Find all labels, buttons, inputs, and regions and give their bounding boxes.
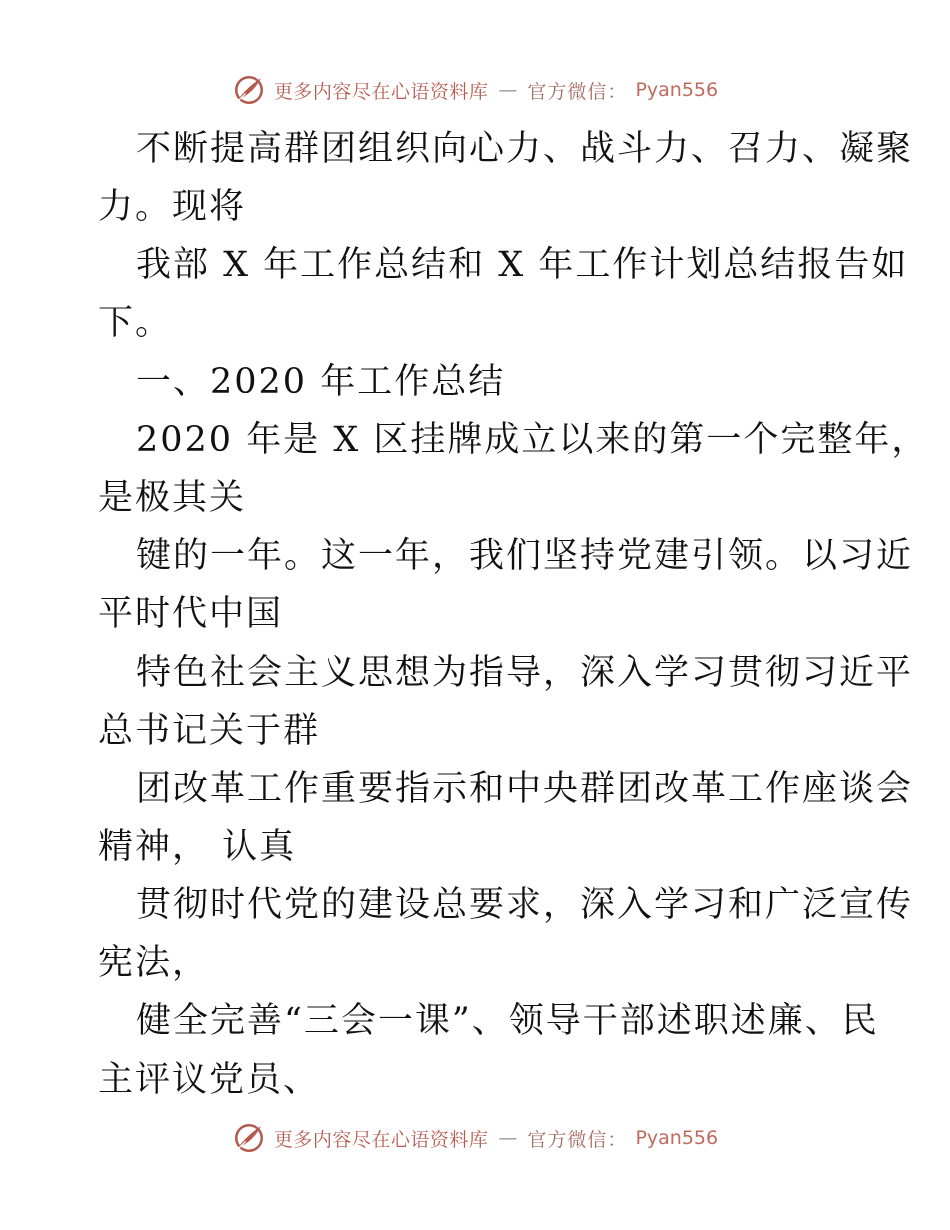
paragraph-line: 特色社会主义思想为指导，深入学习贯彻习近平 (136, 653, 914, 693)
watermark-tail-text: 官方微信： (527, 1128, 628, 1151)
watermark-main-text: 更多内容尽在心语资料库 (273, 80, 489, 103)
paragraph-line: 键的一年。这一年，我们坚持党建引领。以习近 (136, 536, 914, 576)
quill-pen-logo-icon (232, 73, 266, 107)
document-body (0, 120, 950, 1110)
paragraph-line: 平时代中国 (98, 594, 284, 634)
watermark-account: Pyan556 (635, 1127, 719, 1149)
paragraph-line: 是极其关 (98, 478, 247, 518)
paragraph-line: 宪法， (98, 943, 210, 983)
paragraph-line: 下。 (98, 303, 173, 343)
watermark-tail-text: 官方微信： (527, 80, 628, 103)
header-watermark (0, 70, 950, 110)
paragraph-line: 健全完善“三会一课”、领导干部述职述廉、民 (136, 1001, 879, 1041)
paragraph-line: 贯彻时代党的建设总要求，深入学习和广泛宣传 (136, 885, 914, 925)
watermark-separator: — (498, 79, 518, 101)
quill-pen-logo-icon (232, 1121, 266, 1155)
footer-watermark (0, 1118, 950, 1158)
paragraph-line: 团改革工作重要指示和中央群团改革工作座谈会 (136, 769, 914, 809)
paragraph-line: 精神， 认真 (98, 827, 297, 867)
paragraph-line: 我部 X 年工作总结和 X 年工作计划总结报告如 (136, 245, 909, 285)
paragraph-line: 不断提高群团组织向心力、战斗力、召力、凝聚 (136, 129, 914, 169)
paragraph-line: 总书记关于群 (98, 711, 321, 751)
watermark-separator: — (498, 1127, 518, 1149)
paragraph-line: 2020 年是 X 区挂牌成立以来的第一个完整年， (136, 420, 929, 460)
watermark-account: Pyan556 (635, 79, 719, 101)
section-heading: 一、2020 年工作总结 (136, 362, 506, 402)
paragraph-line: 力。现将 (98, 187, 247, 227)
paragraph-line: 主评议党员、 (98, 1060, 321, 1100)
watermark-main-text: 更多内容尽在心语资料库 (273, 1128, 489, 1151)
